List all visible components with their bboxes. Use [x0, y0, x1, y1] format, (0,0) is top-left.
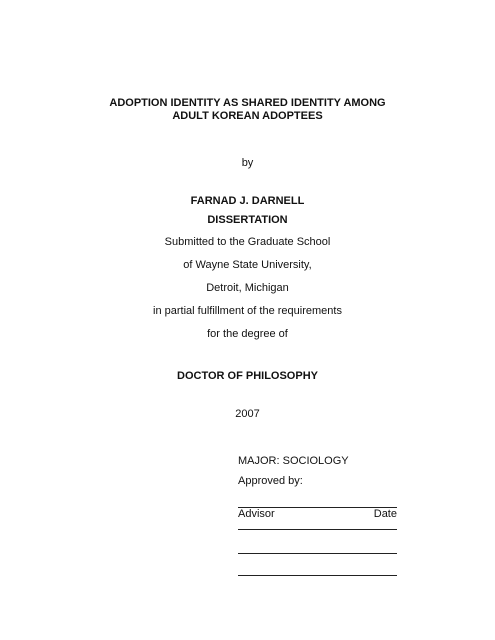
title-line-1: ADOPTION IDENTITY AS SHARED IDENTITY AMONG: [109, 97, 386, 109]
document-type: DISSERTATION: [207, 214, 288, 226]
title-line-2: ADULT KOREAN ADOPTEES: [172, 110, 323, 122]
advisor-signature-labels: [238, 508, 397, 521]
approved-by-label: Approved by:: [238, 475, 303, 487]
submission-line-4: in partial fulfillment of the requirements: [153, 305, 342, 317]
degree-name: DOCTOR OF PHILOSOPHY: [177, 370, 318, 382]
author-name: FARNAD J. DARNELL: [190, 195, 305, 207]
submission-line-1: Submitted to the Graduate School: [164, 236, 331, 248]
by-text: by: [241, 157, 254, 169]
date-label: Date: [373, 508, 397, 520]
submission-line-2: of Wayne State University,: [183, 259, 312, 271]
signature-line-2: [238, 529, 397, 530]
signature-line-3: [238, 553, 397, 554]
submission-line-5: for the degree of: [207, 328, 288, 340]
year: 2007: [235, 408, 260, 420]
signature-line-4: [238, 575, 397, 576]
major-field: MAJOR: SOCIOLOGY: [238, 455, 349, 467]
submission-line-3: Detroit, Michigan: [206, 282, 289, 294]
advisor-label: Advisor: [238, 508, 275, 520]
